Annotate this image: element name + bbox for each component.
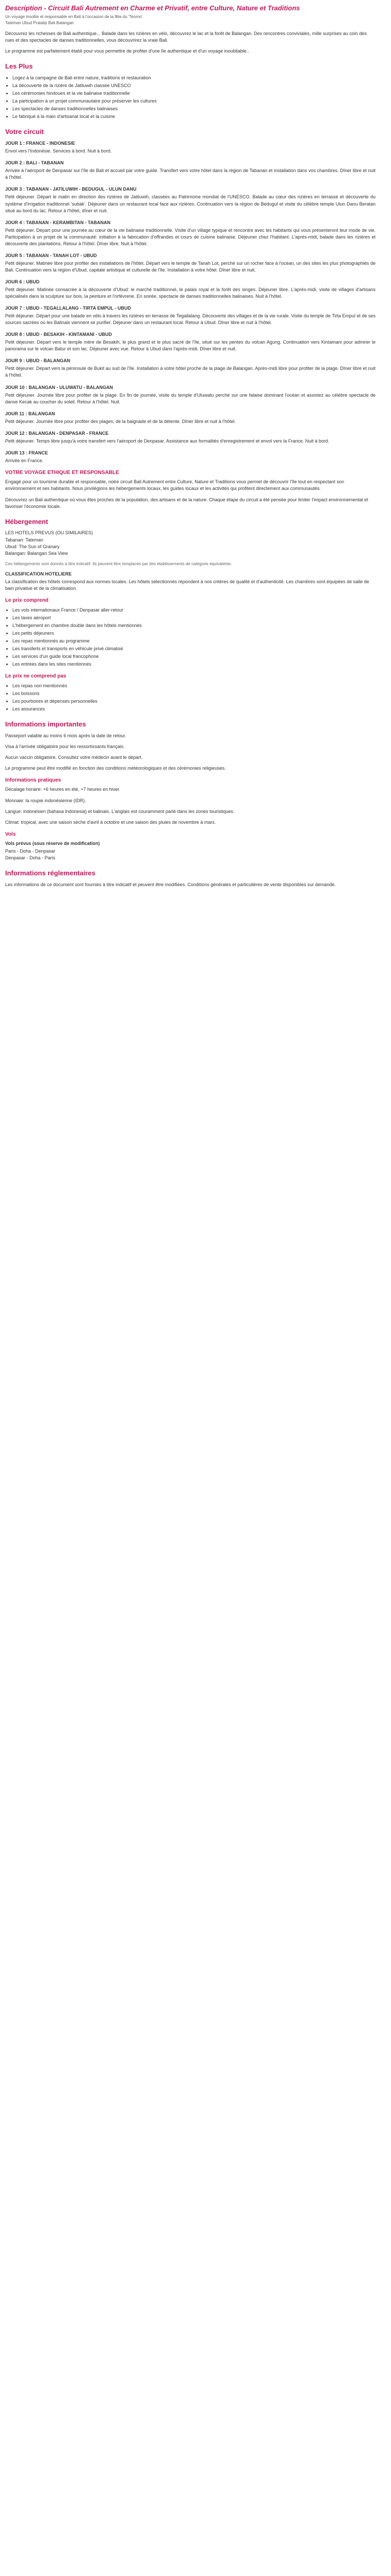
accommodation-heading: Hébergement (5, 517, 48, 526)
day-title: JOUR 13 : FRANCE (5, 450, 48, 455)
day-title: JOUR 7 : UBUD - TEGALLALANG - TIRTA EMPUL - UBUD (5, 306, 131, 311)
price-excludes-list (5, 683, 376, 713)
page-title: Description - Circuit Bali Autrement en Charme et Privatif, entre Culture, Nature et Traditions (5, 4, 300, 12)
itinerary-heading: Votre circuit (5, 128, 44, 136)
tour-subtitle: Un voyage insolite et responsable en Bali à l'occasion de la fête du 'Teomo' (5, 14, 143, 19)
flights-title: Vols prévus (sous réserve de modification) (5, 841, 100, 846)
day-title: JOUR 12 : BALANGAN - DENPASAR - FRANCE (5, 430, 109, 436)
day-block (5, 450, 376, 464)
flight-line: Denpasar - Doha - Paris (5, 855, 56, 861)
day-block (5, 252, 376, 274)
intro-paragraph-2: Le programme est parfaitement établi pour vous permettre de profiter d'une île authentique et d'un voyage inoubliable.. (5, 48, 249, 54)
plus-item: • Les cérémonies hindoues et la vie balinaise traditionnelle (12, 90, 376, 97)
day-text: Arrivée en France. (5, 457, 44, 463)
price-includes-heading: Le prix comprend (5, 598, 48, 604)
plus-item: • Le fabriqué à la main d'artisanat local et la cuisine (12, 113, 376, 120)
day-title: JOUR 9 : UBUD - BALANGAN (5, 358, 70, 364)
day-title: JOUR 1 : FRANCE - INDONESIE (5, 141, 75, 146)
day-text: Petit déjeuner. Départ vers la péninsule de Bukit au sud de l'île. Installation à votre hôtel proche de la plage de Balangan. Après-midi libre pour profiter de la plage. Dîner libre et nuit à l'hôtel. (5, 366, 376, 378)
day-block (5, 411, 376, 425)
plus-item: • Les spectacles de danses traditionnelles balinaises (12, 106, 376, 112)
hotel-intro: LES HOTELS PREVUS (OU SIMILAIRES) (5, 530, 93, 536)
plus-item: • La découverte de la rizière de Jatiluwih classée UNESCO (12, 82, 376, 89)
price-item: • Les transferts et transports en véhicule privé climatisé (12, 646, 376, 652)
price-item: • Les services d'un guide local francophone (12, 653, 376, 660)
day-text: Petit déjeuner. Départ vers le temple mère de Besakih, le plus grand et le plus sacré de l'île, situé sur les pentes du volcan Agung. Continuation vers Kintamani pour admirer le panorama sur le volcan Batur et son lac. Déjeuner avec vue. Retour à Ubud dans l'après-midi. Dîner libre et nuit. (5, 340, 376, 352)
tour-code: Tateman Ubud Pralatip Bali Balangan (5, 21, 74, 26)
price-excludes-heading: Le prix ne comprend pas (5, 673, 67, 680)
day-title: JOUR 3 : TABANAN - JATILUWIH - BEDUGUL - ULUN DANU (5, 187, 137, 192)
practical-paragraph: Langue: indonésien (bahasa Indonesia) et balinais. L'anglais est couramment parlé dans les zones touristiques. (5, 808, 235, 814)
hotel-line: Ubud: The Sun of Granary (5, 544, 60, 549)
price-includes-list (5, 607, 376, 668)
day-text: Arrivée à l'aéroport de Denpasar sur l'île de Bali et accueil par votre guide. Transfert vers votre hôtel dans la région de Tabanan et installation dans vos chambres. Dîner libre et nuit à l'hôtel. (5, 168, 376, 180)
day-title: JOUR 10 : BALANGAN - ULUWATU - BALANGAN (5, 384, 113, 390)
excluded-item: • Les assurances (12, 706, 376, 713)
day-text: Petit déjeuner. Journée libre pour profiter des plages, de la baignade et de la détente. Dîner libre et nuit à l'hôtel. (5, 418, 236, 424)
day-text: Petit déjeuner. Matinée consacrée à la découverte d'Ubud: le marché traditionnel, le palais royal et la forêt des singes. Déjeuner libre. L'après-midi, visite de villages d'artisans spécialisés dans la sculpture sur bois, la peinture et l'orfèvrerie. En soirée, spectacle de danses traditionnelles balinaises. Nuit à l'hôtel. (5, 286, 376, 299)
price-item: • Les petits déjeuners (12, 630, 376, 637)
price-item: • L'hébergement en chambre double dans les hôtels mentionnés (12, 622, 376, 629)
plus-heading: Les Plus (5, 62, 33, 71)
day-text: Envol vers l'Indonésie. Services à bord. Nuit à bord. (5, 148, 112, 154)
hotel-line: Balangan: Balangan Sea View (5, 550, 68, 556)
day-text: Petit déjeuner. Départ le matin en direction des rizières de Jatiluwih, classées au Patrimoine mondial de l'UNESCO. Balade au cœur des rizières en terrasse et découverte du système d'irrigation traditionnel 'subak'. Déjeuner dans un restaurant local face aux rizières. Continuation vers la région de Bedugul et visite du célèbre temple Ulun Danu Beratan situé au bord du lac. Retour à l'hôtel, dîner et nuit. (5, 194, 376, 213)
flight-list (5, 848, 376, 861)
flight-line: Paris - Doha - Denpasar (5, 849, 56, 854)
ethical-text-2: Découvrez un Bali authentique où vous êtes proches de la population, des artisans et de la nature. Chaque étape du circuit a été pensée pour limiter l'impact environnemental et favoriser l'économie locale. (5, 497, 368, 509)
day-title: JOUR 4 : TABANAN - KERAMBITAN - TABANAN (5, 219, 110, 225)
practical-paragraph: Climat: tropical, avec une saison sèche d'avril à octobre et une saison des pluies de novembre à mars. (5, 819, 216, 825)
page (0, 0, 381, 903)
price-item: • Les entrées dans les sites mentionnés (12, 661, 376, 668)
hotel-line: Tabanan: Tateman (5, 537, 43, 543)
info-paragraph: Passeport valable au moins 6 mois après la date de retour. (5, 733, 126, 738)
regulatory-text: Les informations de ce document sont fournies à titre indicatif et peuvent être modifiées. Conditions générales et particulières de vente disponibles sur demande. (5, 882, 336, 888)
day-block (5, 331, 376, 352)
hotel-list (5, 530, 376, 556)
day-text: Petit déjeuner. Départ pour une journée au cœur de la vie balinaise traditionnelle. Visite d'un village typique et rencontre avec les habitants qui vous présenteront leur mode de vie. Participation à un projet de la communauté: initiation à la fabrication d'offrandes et cours de cuisine balinaise. Déjeuner chez l'habitant. L'après-midi, balade dans les rizières et découverte des plantations. Retour à l'hôtel. Dîner libre. Nuit à l'hôtel. (5, 227, 376, 246)
excluded-item: • Les boissons (12, 690, 376, 697)
plus-list (5, 75, 376, 120)
day-title: JOUR 6 : UBUD (5, 279, 40, 284)
day-block (5, 305, 376, 326)
day-block (5, 160, 376, 181)
plus-item: • La participation à un projet communautaire pour préserver les cultures (12, 98, 376, 105)
itinerary-days (5, 140, 376, 464)
price-item: • Les repas mentionnés au programme (12, 638, 376, 645)
day-block (5, 279, 376, 300)
plus-item: • Logez à la campagne de Bali entre nature, traditions et restauration (12, 75, 376, 81)
practical-heading: Informations pratiques (5, 777, 61, 783)
classification-text: La classification des hôtels correspond aux normes locales. Les hôtels sélectionnés répondent à nos critères de qualité et d'authenticité. Les chambres sont équipées de salle de bain privative et de la climatisation. (5, 579, 369, 591)
info-paragraph: Visa à l'arrivée obligatoire pour les ressortissants français. (5, 743, 125, 749)
day-title: JOUR 2 : BALI - TABANAN (5, 160, 64, 166)
day-title: JOUR 11 : BALANGAN (5, 411, 55, 416)
ethical-text: Engagé pour un tourisme durable et responsable, notre circuit Bali Autrement entre Culture, Nature et Traditions vous permet de découvrir l'île tout en respectant son environnement et ses habitants. Nous privilégions les hébergements locaux, les guides locaux et les activités qui profitent directement aux communautés. (5, 479, 345, 492)
day-text: Petit déjeuner. Matinée libre pour profiter des installations de l'hôtel. Départ vers le temple de Tanah Lot, perché sur un rocher face à l'océan, un des sites les plus photographiés de Bali. Continuation vers la région d'Ubud, capitale artistique et culturelle de l'île. Installation à votre hôtel. Dîner libre et nuit. (5, 260, 376, 273)
excluded-item: • Les pourboires et dépenses personnelles (12, 698, 376, 705)
important-info-heading: Informations importantes (5, 720, 86, 728)
practical-paragraph: Monnaie: la roupie indonésienne (IDR). (5, 798, 86, 803)
day-title: JOUR 8 : UBUD - BESAKIH - KINTAMANI - UBUD (5, 332, 112, 337)
day-block (5, 140, 376, 155)
classification-title: CLASSIFICATION HOTELIERE (5, 571, 72, 577)
excluded-item: • Les repas non mentionnés (12, 683, 376, 689)
day-block (5, 219, 376, 247)
day-text: Petit déjeuner. Temps libre jusqu'à votre transfert vers l'aéroport de Denpasar. Assistance aux formalités d'enregistrement et envol vers la France. Nuit à bord. (5, 438, 330, 444)
day-block (5, 384, 376, 405)
regulatory-heading: Informations réglementaires (5, 869, 95, 877)
day-title: JOUR 5 : TABANAN - TANAH LOT - UBUD (5, 252, 97, 258)
practical-paragraph: Décalage horaire: +6 heures en été, +7 heures en hiver. (5, 787, 121, 792)
day-block (5, 186, 376, 214)
day-text: Petit déjeuner. Journée libre pour profiter de la plage. En fin de journée, visite du temple d'Uluwatu perché sur une falaise dominant l'océan et assistez au célèbre spectacle de danse Kecak au coucher du soleil. Retour à l'hôtel. Nuit. (5, 392, 376, 404)
hotel-note: Ces hébergements sont donnés à titre indicatif. Ils peuvent être remplacés par des établissements de catégorie équivalente. (5, 561, 232, 566)
day-text: Petit déjeuner. Départ pour une balade en vélo à travers les rizières en terrasse de Tegallalang. Découverte des villages et de la vie rurale. Visite du temple de Tirta Empul et de ses sources sacrées où les Balinais viennent se purifier. Déjeuner dans un restaurant local. Retour à Ubud. Dîner libre et nuit à l'hôtel. (5, 313, 376, 326)
day-block (5, 358, 376, 379)
flights-heading: Vols (5, 831, 16, 837)
day-block (5, 430, 376, 445)
info-paragraph: Aucun vaccin obligatoire. Consultez votre médecin avant le départ. (5, 754, 143, 760)
price-item: • Les vols internationaux France / Denpasar aller-retour (12, 607, 376, 614)
price-item: • Les taxes aéroport (12, 615, 376, 621)
intro-paragraph-1: Découvrez les richesses de Bali authentique... Balade dans les rizières en vélo, découvrez le lac et la forêt de Balangan. Des rencontres conviviales, mille surprises au coin des rues et des spectacles de danses traditionnelles, vous découvrirez la vraie Bali. (5, 31, 367, 43)
ethical-heading: VOTRE VOYAGE ETHIQUE ET RESPONSABLE (5, 469, 119, 476)
info-paragraph: Le programme peut être modifié en fonction des conditions météorologiques et des cérémonies religieuses. (5, 765, 226, 771)
